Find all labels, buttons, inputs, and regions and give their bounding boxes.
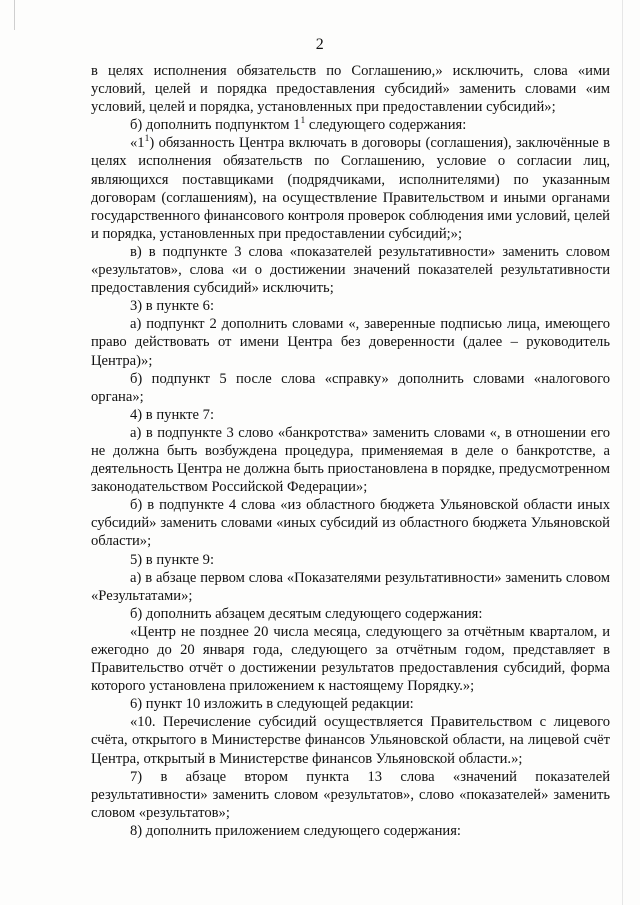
paragraph: 6) пункт 10 изложить в следующей редакции:: [130, 696, 414, 713]
paragraph: б) дополнить абзацем десятым следующего содержания:: [130, 605, 483, 622]
paragraph: «10. Перечисление субсидий осуществляется Правительством с лицевого счёта, открытого в Министерстве финансов Ульяновской области, на лицевой счёт Центра, открытый в Министерстве финансов Ульяновской области.»;: [91, 714, 610, 767]
paragraph: «Центр не позднее 20 числа месяца, следующего за отчётным кварталом, и ежегодно до 20 января года, следующего за отчётным годом, представляет в Правительство отчёт о достижении результатов предоставления субсидий, форма которого установлена приложением к настоящему Порядку.»;: [91, 623, 610, 695]
paragraph: 5) в пункте 9:: [130, 551, 215, 568]
paragraph: в) в подпункте 3 слова «показателей результативности» заменить словом «результатов», слова «и о достижении значений показателей результативности предоставления субсидий» исключить;: [91, 243, 610, 297]
paragraph: б) дополнить подпунктом $1^1$ следующего содержания:: [130, 116, 467, 134]
page-number: 2: [315, 36, 325, 53]
paragraph: а) в подпункте 3 слово «банкротства» заменить словами «, в отношении его не должна быть возбуждена процедура, применяемая в деле о банкротстве, а деятельность Центра не должна быть приостановлена в порядке, предусмотренном законодательством Российской Федерации»;: [91, 424, 610, 496]
paragraph: 3) в пункте 6:: [130, 298, 215, 315]
scan-edge-mark: [622, 0, 623, 905]
document-body: [91, 62, 610, 840]
paragraph: а) подпункт 2 дополнить словами «, заверенные подписью лица, имеющего право действовать от имени Центра без доверенности (далее – руководитель Центра)»;: [91, 316, 610, 369]
paragraph: в целях исполнения обязательств по Соглашению,» исключить, слова «ими условий, целей и порядка предоставления субсидий» заменить словами «им условий, целей и порядка, установленных при предоставлении субсидий»;: [91, 63, 610, 116]
paragraph: 7) в абзаце втором пункта 13 слова «значений показателей результативности» заменить словом «результатов», слово «показателей» заменить словом «результатов»;: [91, 768, 610, 821]
paragraph: б) подпункт 5 после слова «справку» дополнить словами «налогового органа»;: [91, 370, 610, 405]
paragraph: 8) дополнить приложением следующего содержания:: [130, 822, 461, 839]
paragraph: 4) в пункте 7:: [130, 406, 215, 423]
scan-edge-mark: [14, 0, 15, 30]
paragraph: «$1^1$) обязанность Центра включать в договоры (соглашения), заключённые в целях исполнения обязательств по Соглашению, условие о согласии лиц, являющихся поставщиками (подрядчиками, исполнителями) по указанным договорам (соглашениям), на осуществление Правительством и иными органами государственного финансового контроля проверок соблюдения ими условий, целей и порядка, установленных при предоставлении субсидий;»;: [91, 134, 610, 242]
paragraph: а) в абзаце первом слова «Показателями результативности» заменить словом «Результатами»;: [91, 569, 610, 604]
paragraph: б) в подпункте 4 слова «из областного бюджета Ульяновской области иных субсидий» заменить словами «иных субсидий из областного бюджета Ульяновской области»;: [91, 497, 610, 550]
